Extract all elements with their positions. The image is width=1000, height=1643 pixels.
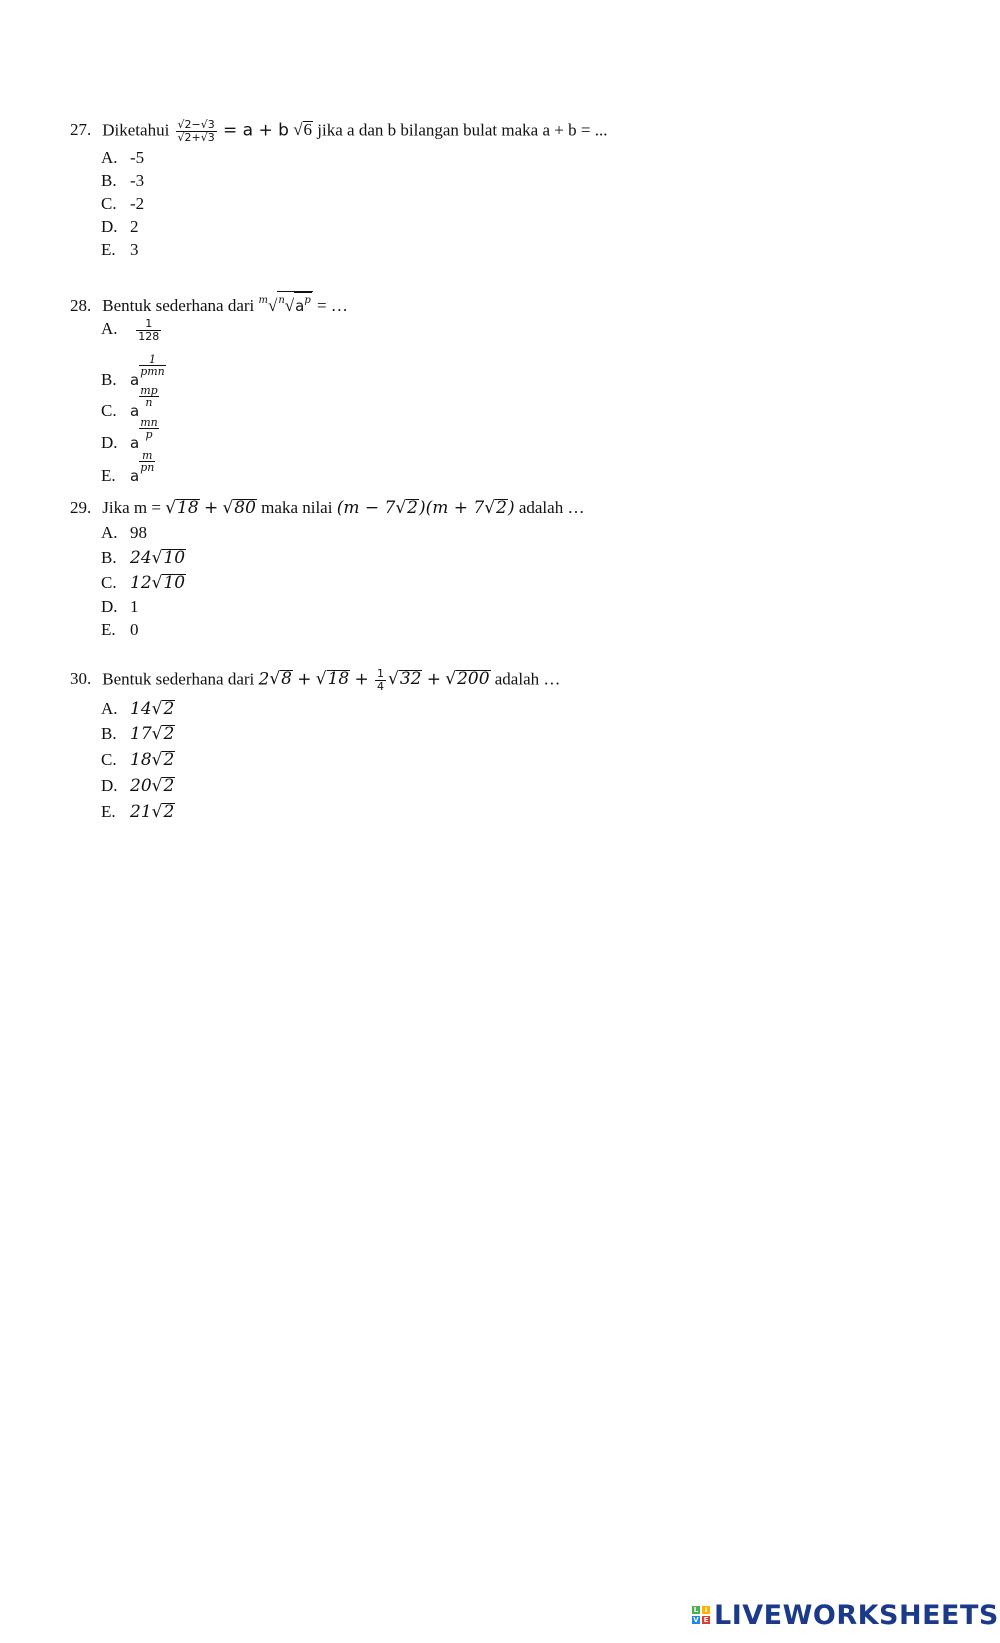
power-exponent <box>139 450 155 473</box>
option-30-a[interactable] <box>101 698 175 720</box>
root-base: a <box>295 297 305 315</box>
liveworksheets-logo <box>692 1600 999 1630</box>
square-root: √10 <box>151 548 186 568</box>
option-coefficient: 17 <box>130 724 152 744</box>
square-root: √10 <box>151 573 186 593</box>
option-letter: B. <box>101 724 117 743</box>
power-exponent <box>139 354 166 377</box>
square-root: √2 <box>151 724 175 744</box>
question-tail: jika a dan b bilangan bulat maka a + b = ... <box>317 120 608 140</box>
option-30-b[interactable] <box>101 723 175 745</box>
question-number: 29. <box>70 498 92 517</box>
power-base: a <box>130 402 140 420</box>
radicand: 10 <box>163 548 186 568</box>
radicand: 18 <box>327 669 350 690</box>
question-30 <box>70 668 560 693</box>
power-base: a <box>130 434 140 452</box>
square-root: √6 <box>293 120 313 140</box>
fraction-numerator: √2−√3 <box>177 118 215 131</box>
exponent-numerator: m <box>139 450 155 462</box>
radicand: 2 <box>163 750 175 770</box>
option-letter: D. <box>101 217 118 236</box>
option-30-e[interactable] <box>101 801 175 823</box>
option-text: 2 <box>130 217 139 236</box>
nested-root: $^m√^n√a^p$ <box>259 290 313 317</box>
option-letter: D. <box>101 597 118 616</box>
radicand: 2 <box>496 498 507 518</box>
fraction-numerator: 1 <box>136 318 161 331</box>
option-coefficient: 14 <box>130 699 152 719</box>
question-tail: adalah … <box>494 669 561 689</box>
option-letter: A. <box>101 319 118 339</box>
question-lead: Diketahui <box>102 120 170 140</box>
option-30-c[interactable] <box>101 749 175 771</box>
square-root: √2 <box>151 699 175 719</box>
plus-sign: + <box>297 669 312 690</box>
square-root: √200 <box>445 669 490 690</box>
option-27-e[interactable] <box>101 239 139 261</box>
square-root: √32 <box>387 669 422 690</box>
expression-part: (m − 7 <box>336 498 396 518</box>
option-29-b[interactable] <box>101 547 186 569</box>
exponent-denominator: pn <box>140 461 155 474</box>
outer-root-index: m <box>258 295 268 306</box>
power-exponent <box>139 385 158 408</box>
plus-sign: + <box>354 669 369 690</box>
logo-tile: E <box>703 1616 709 1624</box>
square-root: √2 <box>151 802 175 822</box>
question-28 <box>70 290 348 317</box>
radicand: 6 <box>303 120 313 140</box>
option-text: -5 <box>130 148 145 167</box>
option-letter: D. <box>101 776 118 795</box>
question-lead: Bentuk sederhana dari <box>102 669 255 689</box>
square-root: √2 <box>151 776 175 796</box>
question-27 <box>70 119 607 144</box>
question-tail: adalah … <box>518 498 585 517</box>
logo-tile: L <box>693 1606 699 1614</box>
option-letter: C. <box>101 573 117 592</box>
expression-part: ) <box>507 498 515 518</box>
expression: (m − 7√2)(m + 7√2) <box>336 498 515 518</box>
square-root: √18 <box>165 498 199 518</box>
option-text: 98 <box>130 523 147 542</box>
option-29-a[interactable] <box>101 522 147 544</box>
option-coefficient: 12 <box>130 573 152 593</box>
square-root: √80 <box>222 498 256 518</box>
question-tail: = … <box>316 296 348 315</box>
option-27-a[interactable] <box>101 147 144 169</box>
fraction <box>375 668 386 693</box>
option-29-e[interactable] <box>101 619 139 641</box>
radicand: 10 <box>163 573 186 593</box>
option-coefficient: 20 <box>130 776 152 796</box>
radicand: 2 <box>163 776 175 796</box>
exponent-denominator: pmn <box>140 365 165 378</box>
option-letter: E. <box>101 802 116 821</box>
radicand: 2 <box>163 724 175 744</box>
radicand: 2 <box>163 699 175 719</box>
option-letter: D. <box>101 433 118 452</box>
option-text: 3 <box>130 240 139 259</box>
expression-part: )(m + 7 <box>419 498 485 518</box>
power-exponent <box>139 417 159 440</box>
radicand: 200 <box>457 669 490 690</box>
option-letter: E. <box>101 466 116 485</box>
option-29-d[interactable] <box>101 596 139 618</box>
exponent-numerator: 1 <box>139 354 166 366</box>
option-fraction <box>136 318 161 343</box>
question-number: 30. <box>70 669 92 689</box>
fraction-numerator: 1 <box>376 667 384 680</box>
option-text: 0 <box>130 620 139 639</box>
option-29-c[interactable] <box>101 572 186 594</box>
power-base: a <box>130 371 140 389</box>
option-28-a[interactable] <box>101 318 163 343</box>
option-letter: B. <box>101 370 117 389</box>
question-number: 27. <box>70 120 92 140</box>
logo-tile: V <box>693 1616 699 1624</box>
option-letter: C. <box>101 750 117 769</box>
root-exponent: p <box>304 295 311 306</box>
option-letter: A. <box>101 523 118 542</box>
option-27-d[interactable] <box>101 216 139 238</box>
option-30-d[interactable] <box>101 775 175 797</box>
term-coefficient: 2 <box>258 669 270 690</box>
option-27-c[interactable] <box>101 193 144 215</box>
option-letter: A. <box>101 148 118 167</box>
radicand: 18 <box>177 498 199 518</box>
option-letter: C. <box>101 401 117 420</box>
option-coefficient: 24 <box>130 548 152 568</box>
option-letter: E. <box>101 620 116 639</box>
equation-part: = a + b <box>223 120 289 141</box>
question-number: 28. <box>70 296 92 315</box>
square-root: √18 <box>315 669 350 690</box>
question-mid: maka nilai <box>261 498 333 517</box>
question-lead: Bentuk sederhana dari <box>102 296 255 315</box>
option-letter: B. <box>101 548 117 567</box>
option-letter: C. <box>101 194 117 213</box>
fraction-denominator: 4 <box>376 680 384 693</box>
logo-tile: I <box>702 1606 710 1614</box>
fraction-denominator: 128 <box>138 330 160 343</box>
option-28-e[interactable] <box>101 450 155 487</box>
fraction-denominator: √2+√3 <box>177 131 215 144</box>
logo-icon <box>692 1606 710 1624</box>
fraction <box>176 119 217 144</box>
logo-text: LIVEWORKSHEETS <box>714 1599 999 1631</box>
option-text: -3 <box>130 171 145 190</box>
plus-sign: + <box>203 498 219 518</box>
option-coefficient: 18 <box>130 750 152 770</box>
question-lead: Jika m = <box>102 498 161 517</box>
exponent-numerator: mp <box>140 384 158 397</box>
power-base: a <box>130 467 140 485</box>
radicand: 32 <box>399 669 422 690</box>
option-letter: B. <box>101 171 117 190</box>
radicand: 8 <box>281 669 292 690</box>
option-coefficient: 21 <box>130 802 152 822</box>
exponent-denominator: n <box>145 396 153 409</box>
radicand: 80 <box>234 498 256 518</box>
plus-sign: + <box>426 669 441 690</box>
square-root: √2 <box>151 750 175 770</box>
radicand: 2 <box>163 802 175 822</box>
option-text: -2 <box>130 194 145 213</box>
option-text: 1 <box>130 597 139 616</box>
option-letter: A. <box>101 699 118 718</box>
exponent-numerator: mn <box>140 416 158 429</box>
question-29 <box>70 497 584 519</box>
square-root: √8 <box>269 669 292 690</box>
option-27-b[interactable] <box>101 170 144 192</box>
exponent-denominator: p <box>145 428 153 441</box>
option-letter: E. <box>101 240 116 259</box>
radicand: 2 <box>407 498 418 518</box>
inner-root-index: n <box>278 295 285 306</box>
